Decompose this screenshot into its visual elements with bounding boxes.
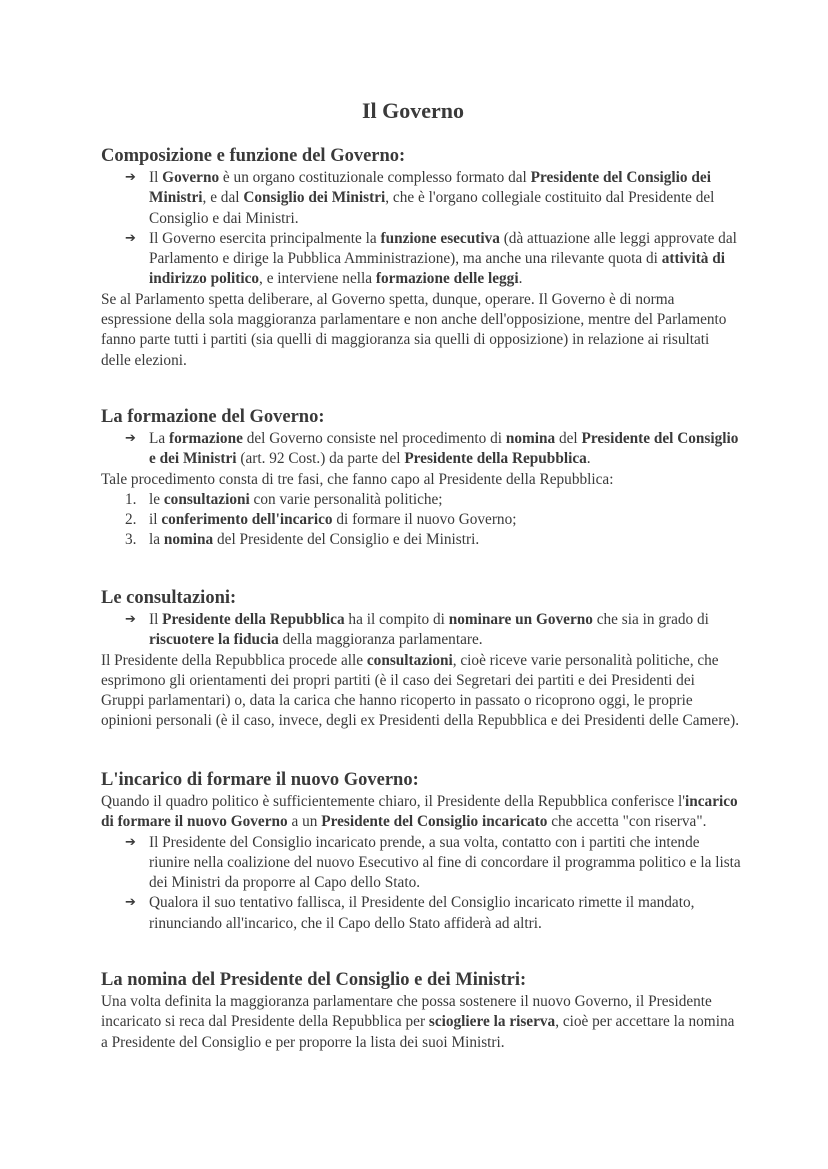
text-run: Il Presidente del Consiglio incaricato prende, a sua volta, contatto con i partiti che intende riunire nella coalizione del nuovo Esecutivo al fine di concordare il programma politico e la lista dei Ministri da proporre al Capo dello Stato.: [149, 833, 741, 892]
text-run: Il: [149, 611, 163, 628]
text-run: , che è l'organo collegiale costituito dal Presidente del Consiglio e dai Ministri.: [149, 189, 715, 227]
bullet-item: [101, 229, 741, 290]
section-paragraph: [101, 290, 741, 371]
bold-text: Governo: [162, 169, 220, 186]
bold-text: nomina: [163, 531, 214, 549]
bullet-list: [101, 833, 741, 934]
section-heading: La nomina del Presidente del Consiglio e dei Ministri:: [101, 970, 527, 990]
text-run: Il Presidente della Repubblica procede alle: [101, 651, 367, 669]
section-heading: L'incarico di formare il nuovo Governo:: [101, 770, 419, 790]
arrow-right-icon: ➔: [125, 431, 136, 446]
section-heading: Composizione e funzione del Governo:: [101, 146, 406, 166]
text-run: è un organo costituzionale complesso formato dal: [219, 169, 531, 186]
text-run: (art. 92 Cost.) da parte del: [236, 450, 405, 468]
bullet-list: [101, 610, 741, 651]
bold-text: Presidente del Consiglio e dei Ministri: [149, 430, 739, 468]
text-run: del Governo consiste nel procedimento di: [242, 430, 506, 447]
text-run: Una volta definita la maggioranza parlamentare che possa sostenere il nuovo Governo, il Presidente incaricato si reca dal Presidente della Repubblica per: [101, 993, 712, 1031]
text-run: le: [149, 490, 164, 508]
text-run: , e interviene nella: [259, 270, 376, 288]
text-run: , cioè riceve varie personalità politiche, che esprimono gli orientamenti dei propri partiti (è il caso dei Segretari dei partiti e dei Presidenti dei Gruppi parlamentari) o, data la carica che hanno ricoperto in passato o ricoprono oggi, le proprie opinioni personali (è il caso, invece, degli ex Presidenti della Repubblica e dei Presidenti delle Camere).: [101, 651, 740, 730]
bullet-item: [101, 429, 741, 470]
bullet-item: [101, 893, 741, 934]
bold-text: riscuotere la fiducia: [149, 631, 279, 649]
section-incarico: [101, 768, 741, 934]
bullet-item: [101, 833, 741, 894]
section-composizione: [101, 144, 741, 371]
item-number: 1.: [125, 490, 137, 508]
numbered-item: [101, 490, 741, 510]
item-text: [149, 491, 443, 508]
bold-text: Presidente del Consiglio dei Ministri: [149, 169, 711, 207]
bold-text: Consiglio dei Ministri: [243, 189, 386, 207]
bold-text: Presidente della Repubblica: [162, 611, 345, 628]
text-run: di formare il nuovo Governo;: [332, 511, 517, 529]
section-paragraph: [101, 470, 741, 490]
text-run: Il Governo esercita principalmente la: [149, 229, 381, 247]
bullet-list: [101, 429, 741, 470]
text-run: che accetta "con riserva".: [547, 813, 707, 831]
text-run: , cioè per accettare la nomina a Presidente del Consiglio e per proporre la lista dei suoi Ministri.: [101, 1013, 735, 1051]
bullet-item: [101, 610, 741, 651]
text-run: della maggioranza parlamentare.: [278, 631, 483, 649]
text-run: .: [518, 270, 523, 288]
bold-text: formazione delle leggi: [375, 270, 519, 288]
document-title: Il Governo: [361, 98, 465, 123]
text-run: del: [555, 430, 582, 447]
text-run: ha il compito di: [344, 611, 449, 628]
section-intro: [101, 792, 741, 833]
bold-text: nomina: [505, 430, 556, 447]
text-run: Quando il quadro politico è sufficientemente chiaro, il Presidente della Repubblica conferisce l': [101, 793, 685, 810]
text-run: Se al Parlamento spetta deliberare, al Governo spetta, dunque, operare. Il Governo è di norma espressione della sola maggioranza parlamentare e non anche dell'opposizione, mentre del Parlamento fanno parte tutti i partiti (sia quelli di maggioranza sia quelli di opposizione) in relazione ai risultati delle elezioni.: [101, 290, 727, 369]
text-run: con varie personalità politiche;: [249, 490, 443, 508]
bold-text: funzione esecutiva: [380, 229, 500, 247]
section-heading: La formazione del Governo:: [101, 407, 325, 427]
bold-text: attività di indirizzo politico: [149, 250, 726, 288]
arrow-right-icon: ➔: [125, 895, 136, 911]
bold-text: consultazioni: [163, 490, 250, 508]
numbered-item: [101, 510, 741, 530]
text-run: La: [149, 430, 169, 447]
text-run: il: [149, 511, 162, 529]
text-run: (dà attuazione alle leggi approvate dal Parlamento e dirige la Pubblica Amministrazione), ma anche una rilevante quota di: [149, 229, 737, 268]
arrow-right-icon: ➔: [125, 612, 136, 627]
item-number: 3.: [125, 531, 137, 549]
item-text: [149, 531, 479, 548]
text-run: a un: [287, 813, 322, 831]
text-run: Il: [149, 169, 163, 186]
text-run: Qualora il suo tentativo fallisca, il Presidente del Consiglio incaricato rimette il mandato, rinunciando all'incarico, che il Capo dello Stato affiderà ad altri.: [149, 894, 695, 932]
arrow-right-icon: ➔: [125, 230, 136, 246]
bold-text: incarico di formare il nuovo Governo: [101, 793, 738, 831]
section-consultazioni: [101, 586, 741, 732]
bold-text: Presidente della Repubblica: [404, 450, 587, 468]
section-paragraph: [101, 651, 741, 732]
bullet-item: [101, 168, 741, 229]
bold-text: Presidente del Consiglio incaricato: [321, 813, 548, 831]
bold-text: sciogliere la riserva: [428, 1013, 556, 1031]
text-run: Tale procedimento consta di tre fasi, che fanno capo al Presidente della Repubblica:: [101, 470, 614, 488]
bold-text: formazione: [168, 430, 243, 447]
text-run: che sia in grado di: [592, 611, 709, 628]
arrow-right-icon: ➔: [125, 170, 136, 185]
text-run: , e dal: [202, 189, 244, 207]
arrow-right-icon: ➔: [125, 834, 136, 850]
section-nomina: [101, 968, 741, 1053]
bold-text: nominare un Governo: [448, 611, 593, 628]
text-run: del Presidente del Consiglio e dei Ministri.: [213, 531, 480, 549]
bullet-list: [101, 168, 741, 290]
bold-text: conferimento dell'incarico: [161, 511, 333, 529]
bold-text: consultazioni: [366, 651, 453, 669]
item-text: [149, 511, 516, 528]
numbered-item: [101, 530, 741, 550]
text-run: la: [149, 531, 164, 549]
item-number: 2.: [125, 511, 137, 529]
section-formazione: [101, 405, 741, 551]
section-heading: Le consultazioni:: [101, 588, 237, 608]
section-paragraph: [101, 992, 741, 1053]
numbered-list: [101, 490, 741, 551]
text-run: .: [586, 450, 591, 468]
